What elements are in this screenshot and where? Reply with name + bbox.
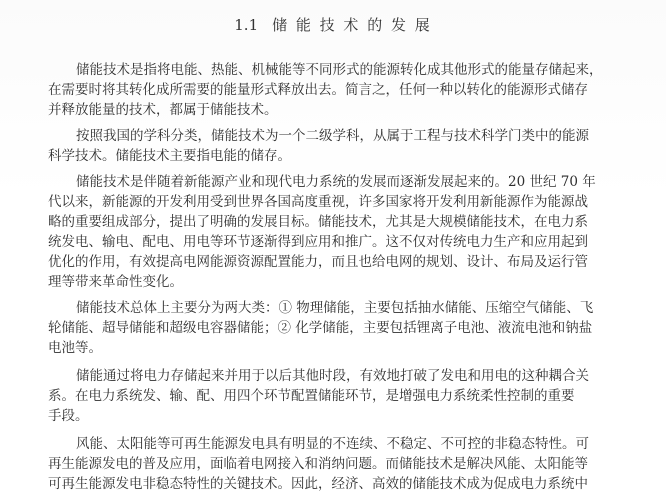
paragraph-line: 按照我国的学科分类，储能技术为一个二级学科，从属于工程与技术科学门类中的能源 — [76, 128, 589, 144]
section-title: 储 能 技 术 的 发 展 — [272, 16, 432, 34]
paragraph-line: 储能通过将电力存储起来并用于以后其他时段，有效地打破了发电和用电的这种耦合关 — [76, 368, 589, 384]
paragraph-line: 统发电、输电、配电、用电等环节逐渐得到应用和推广。这不仅对传统电力生产和应用起到 — [48, 234, 588, 250]
paragraph-line: 手段。 — [48, 408, 89, 424]
section-number: 1.1 — [234, 16, 259, 34]
paragraph-line: 储能技术总体上主要分为两大类：① 物理储能，主要包括抽水储能、压缩空气储能、飞 — [76, 300, 594, 316]
paragraph-line: 理等带来革命性变化。 — [48, 274, 183, 290]
paragraph-line: 可再生能源发电非稳态特性的关键技术。因此，经济、高效的储能技术成为促成电力系统中 — [48, 476, 588, 492]
paragraph-line: 优化的作用，有效提高电网能源资源配置能力，而且也给电网的规划、设计、布局及运行管 — [48, 254, 588, 270]
paragraph-line: 电池等。 — [48, 340, 102, 356]
paragraph-line: 储能技术是指将电能、热能、机械能等不同形式的能源转化成其他形式的能量存储起来， — [76, 62, 603, 78]
paragraph-line: 风能、太阳能等可再生能源发电具有明显的不连续、不稳定、不可控的非稳态特性。可 — [76, 436, 589, 452]
paragraph-line: 科学技术。储能技术主要指电能的储存。 — [48, 148, 291, 164]
paragraph-line: 储能技术是伴随着新能源产业和现代电力系统的发展而逐渐发展起来的。20 世纪 70 年 — [76, 174, 596, 190]
paragraph-line: 轮储能、超导储能和超级电容器储能；② 化学储能，主要包括锂离子电池、液流电池和钠盐 — [48, 320, 593, 336]
section-heading — [0, 14, 666, 35]
paragraph-line: 系。在电力系统发、输、配、用四个环节配置储能环节，是增强电力系统柔性控制的重要 — [48, 388, 575, 404]
paragraph-line: 在需要时将其转化成所需要的能量形式释放出去。简言之，任何一种以转化的能源形式储存 — [48, 82, 588, 98]
paragraph-line: 并释放能量的技术，都属于储能技术。 — [48, 102, 278, 118]
paragraph-line: 再生能源发电的普及应用，面临着电网接入和消纳问题。而储能技术是解决风能、太阳能等 — [48, 456, 588, 472]
paragraph-line: 略的重要组成部分，提出了明确的发展目标。储能技术，尤其是大规模储能技术，在电力系 — [48, 214, 588, 230]
paragraph-line: 代以来，新能源的开发利用受到世界各国高度重视，许多国家将开发利用新能源作为能源战 — [48, 194, 588, 210]
